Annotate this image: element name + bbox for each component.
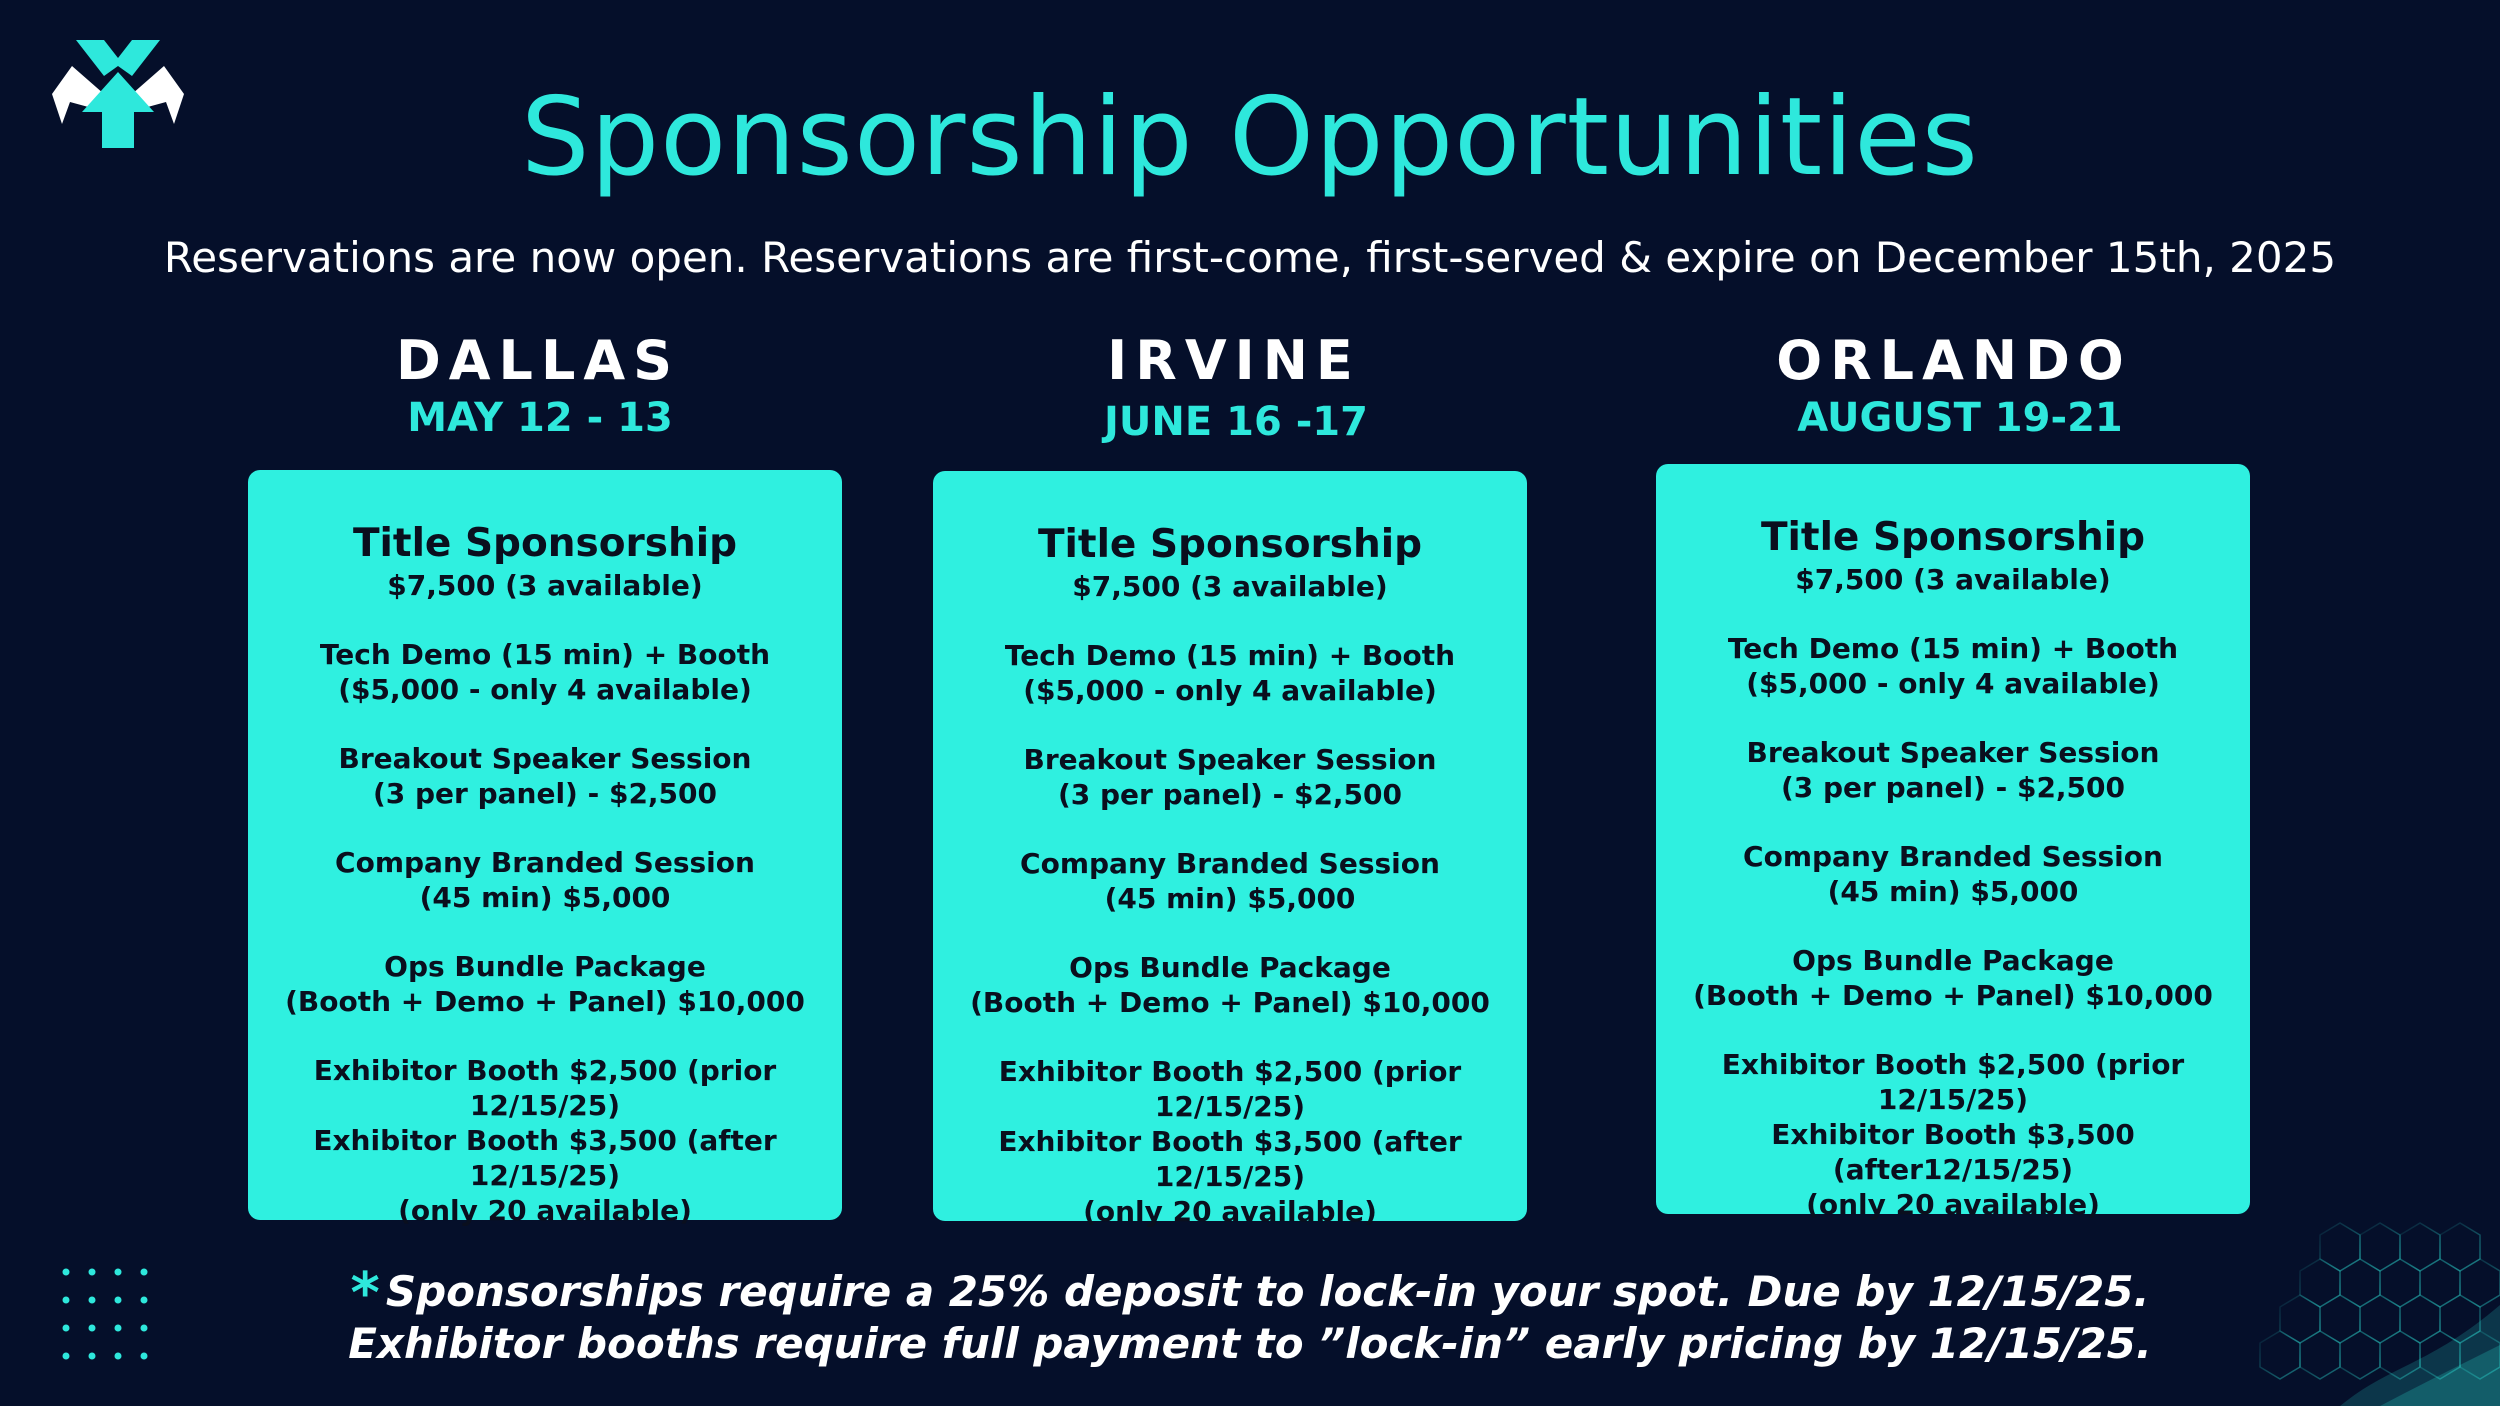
branded-session-price: (45 min) $5,000 xyxy=(1104,882,1356,915)
tech-demo-label: Tech Demo (15 min) + Booth xyxy=(1727,632,2179,665)
ops-bundle-price: (Booth + Demo + Panel) $10,000 xyxy=(285,985,805,1018)
city-name-orlando: ORLANDO xyxy=(1776,329,2132,392)
exhibitor-booth-early: Exhibitor Booth $2,500 (prior 12/15/25) xyxy=(313,1054,777,1122)
page-subtitle: Reservations are now open. Reservations are first-come, first-served & expire on December 15th, 2025 xyxy=(163,233,2337,282)
branded-session-label: Company Branded Session xyxy=(1743,840,2163,873)
title-sponsorship-heading: Title Sponsorship xyxy=(1760,515,2146,560)
exhibitor-booth-late: Exhibitor Booth $3,500 (after 12/15/25) xyxy=(998,1125,1462,1193)
asterisk-icon: * xyxy=(350,1261,380,1326)
ops-bundle-price: (Booth + Demo + Panel) $10,000 xyxy=(970,986,1490,1019)
tech-demo-label: Tech Demo (15 min) + Booth xyxy=(319,638,771,671)
city-name-irvine: IRVINE xyxy=(1107,329,1361,392)
deposit-note xyxy=(0,1261,2500,1326)
tech-demo-price: ($5,000 - only 4 available) xyxy=(1023,674,1437,707)
title-sponsorship-price: $7,500 (3 available) xyxy=(387,569,703,602)
title-sponsorship-price: $7,500 (3 available) xyxy=(1795,563,2111,596)
ops-bundle-label: Ops Bundle Package xyxy=(1069,951,1391,984)
ops-bundle-label: Ops Bundle Package xyxy=(384,950,706,983)
exhibitor-booth-early: Exhibitor Booth $2,500 (prior 12/15/25) xyxy=(998,1055,1462,1123)
breakout-session-label: Breakout Speaker Session xyxy=(1746,736,2160,769)
tech-demo-price: ($5,000 - only 4 available) xyxy=(338,673,752,706)
exhibitor-booth-availability: (only 20 available) xyxy=(1083,1195,1377,1228)
city-name-dallas: DALLAS xyxy=(395,329,681,392)
sponsorship-card-orlando xyxy=(1656,464,2250,1221)
tech-demo-price: ($5,000 - only 4 available) xyxy=(1746,667,2160,700)
ops-bundle-label: Ops Bundle Package xyxy=(1792,944,2114,977)
breakout-session-price: (3 per panel) - $2,500 xyxy=(372,777,718,810)
deposit-note-text: Sponsorships require a 25% deposit to lock-in your spot. Due by 12/15/25. xyxy=(385,1267,2150,1316)
event-dates-dallas: MAY 12 - 13 xyxy=(407,395,673,441)
page-title: Sponsorship Opportunities xyxy=(521,75,1979,200)
sponsorship-card-dallas xyxy=(248,470,842,1227)
exhibitor-booth-availability: (only 20 available) xyxy=(398,1194,692,1227)
tech-demo-label: Tech Demo (15 min) + Booth xyxy=(1004,639,1456,672)
breakout-session-price: (3 per panel) - $2,500 xyxy=(1057,778,1403,811)
branded-session-label: Company Branded Session xyxy=(335,846,755,879)
ops-bundle-price: (Booth + Demo + Panel) $10,000 xyxy=(1693,979,2213,1012)
breakout-session-label: Breakout Speaker Session xyxy=(1023,743,1437,776)
branded-session-label: Company Branded Session xyxy=(1020,847,1440,880)
exhibitor-booth-late: Exhibitor Booth $3,500 (after12/15/25) xyxy=(1771,1118,2135,1186)
exhibitor-booth-early: Exhibitor Booth $2,500 (prior 12/15/25) xyxy=(1721,1048,2185,1116)
branded-session-price: (45 min) $5,000 xyxy=(419,881,671,914)
title-sponsorship-heading: Title Sponsorship xyxy=(1037,522,1423,567)
sponsorship-card-irvine xyxy=(933,471,1527,1228)
exhibitor-payment-note: Exhibitor booths require full payment to ”lock-in” early pricing by 12/15/25. xyxy=(348,1319,2152,1368)
branded-session-price: (45 min) $5,000 xyxy=(1827,875,2079,908)
event-dates-orlando: AUGUST 19-21 xyxy=(1797,395,2123,441)
exhibitor-booth-late: Exhibitor Booth $3,500 (after 12/15/25) xyxy=(313,1124,777,1192)
breakout-session-label: Breakout Speaker Session xyxy=(338,742,752,775)
event-dates-irvine: JUNE 16 -17 xyxy=(1104,399,1368,445)
breakout-session-price: (3 per panel) - $2,500 xyxy=(1780,771,2126,804)
title-sponsorship-heading: Title Sponsorship xyxy=(352,521,738,566)
title-sponsorship-price: $7,500 (3 available) xyxy=(1072,570,1388,603)
exhibitor-booth-availability: (only 20 available) xyxy=(1806,1188,2100,1221)
